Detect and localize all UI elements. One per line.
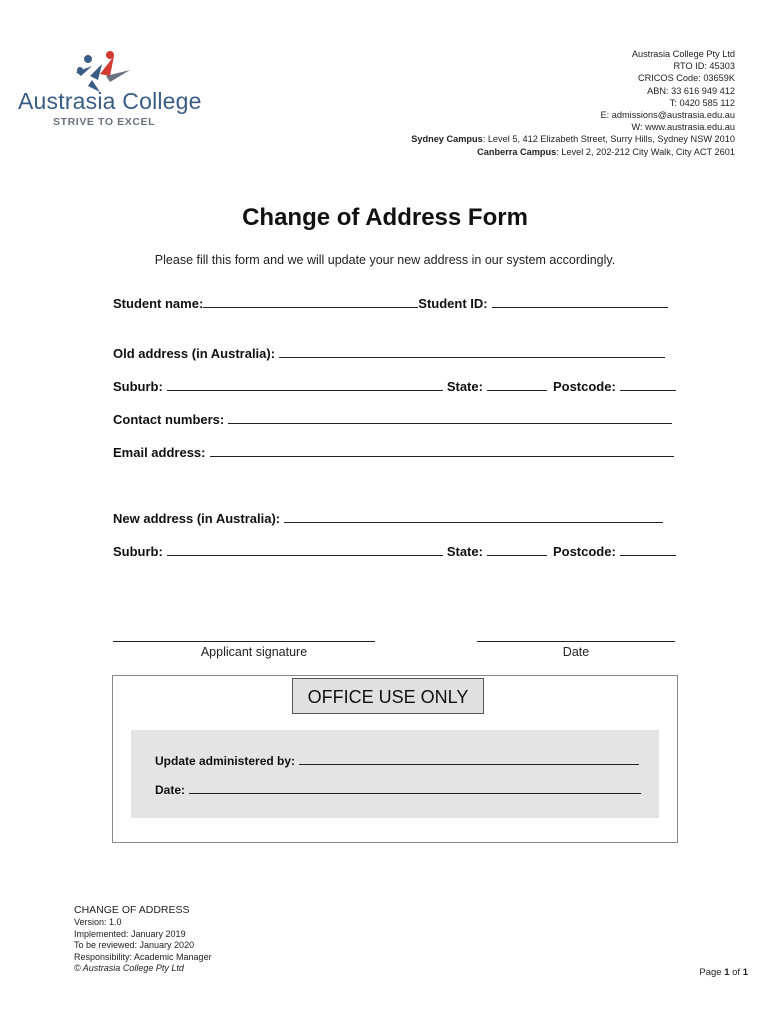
company-name: Austrasia College Pty Ltd [631,49,735,59]
old-postcode-label: Postcode: [552,379,616,394]
sydney-campus-label: Sydney Campus [411,134,483,145]
logo-star-icon [76,51,130,92]
student-name-label: Student name: [113,296,204,311]
administered-by-field[interactable] [299,763,639,765]
footer-doc-title: CHANGE OF ADDRESS [74,904,190,916]
footer-reviewed: To be reviewed: January 2020 [74,940,195,950]
footer-copyright: © Austrasia College Pty Ltd [74,963,184,973]
administered-by-label: Update administered by: [155,754,296,768]
page-total: 1 [742,967,748,978]
student-row [113,296,668,311]
footer-implemented: Implemented: January 2019 [74,928,186,939]
signature-line[interactable] [113,641,375,642]
rto-id: RTO ID: 45303 [673,61,735,72]
student-id-field[interactable] [492,306,668,308]
old-address-row [113,346,665,361]
old-address-label: Old address (in Australia): [113,346,276,361]
old-suburb-field[interactable] [167,389,443,391]
new-suburb-label: Suburb: [113,544,163,559]
old-state-label: State: [446,379,483,394]
form-title: Change of Address Form [242,204,528,231]
document-footer [74,903,212,975]
logo-tagline: STRIVE TO EXCEL [53,116,156,128]
old-state-field[interactable] [487,389,547,391]
new-state-label: State: [446,544,483,559]
page-mid: of [729,967,743,978]
office-date-field[interactable] [189,792,641,794]
page-current: 1 [724,967,730,978]
email-address-field[interactable] [210,455,674,457]
form-subtitle: Please fill this form and we will update your new address in our system accordingly. [154,253,616,267]
footer-responsibility: Responsibility: Academic Manager [74,951,212,962]
office-date-label: Date: [155,783,186,797]
date-label: Date [562,645,590,659]
abn: ABN: 33 616 949 412 [647,85,735,96]
student-id-label: Student ID: [418,296,488,311]
canberra-campus [411,146,735,158]
sydney-campus-address: : Level 5, 412 Elizabeth Street, Surry Hills, Sydney NSW 2010 [482,134,735,145]
email-row [113,445,674,460]
page-prefix: Page [699,967,725,978]
old-address-field[interactable] [279,356,665,358]
new-postcode-label: Postcode: [552,544,616,559]
new-postcode-field[interactable] [620,554,676,556]
new-address-field[interactable] [284,521,663,523]
footer-version: Version: 1.0 [74,917,122,927]
office-date-row [155,783,641,797]
phone: T: 0420 585 112 [669,97,735,108]
canberra-campus-label: Canberra Campus [477,146,557,157]
contact-block [411,48,735,158]
date-line[interactable] [477,641,675,642]
page-number [699,967,748,978]
old-suburb-label: Suburb: [113,379,163,394]
office-use-panel [131,730,659,818]
new-state-field[interactable] [487,554,547,556]
sydney-campus [411,133,735,145]
applicant-signature-label: Applicant signature [200,645,308,659]
logo-college-name: Austrasia College [18,88,202,114]
old-postcode-field[interactable] [620,389,676,391]
new-suburb-row [113,544,676,559]
contact-numbers-label: Contact numbers: [113,412,225,427]
old-suburb-row [113,379,676,394]
new-address-row [113,511,663,526]
new-suburb-field[interactable] [167,554,443,556]
contact-numbers-field[interactable] [228,422,672,424]
new-address-label: New address (in Australia): [113,511,281,526]
website-link[interactable]: W: www.austrasia.edu.au [631,122,735,133]
canberra-campus-address: : Level 2, 202-212 City Walk, City ACT 2601 [556,146,735,157]
administered-by-row [155,754,639,768]
email-address-label: Email address: [113,445,206,460]
office-use-heading: OFFICE USE ONLY [292,678,484,714]
contact-numbers-row [113,412,672,427]
student-name-field[interactable] [203,306,418,308]
email-link[interactable]: E: admissions@austrasia.edu.au [600,110,735,121]
cricos-code: CRICOS Code: 03659K [637,73,735,84]
